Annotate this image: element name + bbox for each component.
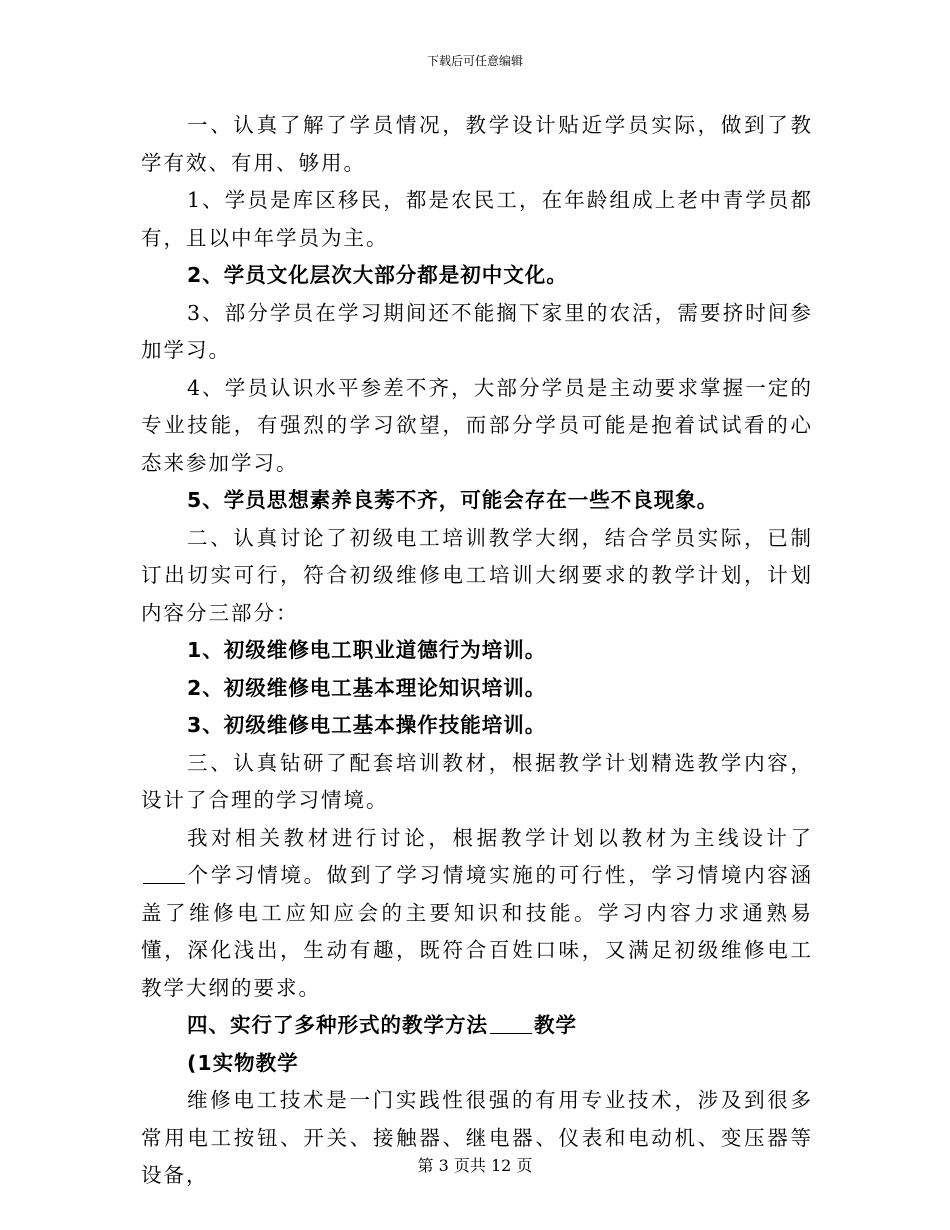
paragraph-electrician-technique: 维修电工技术是一门实践性很强的有用专业技术，涉及到很多常用电工按钮、开关、接触器、继电器、仪表和电动机、变压器等设备， (141, 1088, 813, 1187)
section-4-text-before: 四、实行了多种形式的教学方法 (187, 1013, 488, 1037)
fill-in-blank (143, 863, 185, 885)
page-header: 下载后可任意编辑 (426, 54, 523, 68)
paragraph-item-5: 5、学员思想素养良莠不齐，可能会存在一些不良现象。 (187, 488, 719, 512)
paragraph-section-1-heading: 一、认真了解了学员情况，教学设计贴近学员实际，做到了教学有效、有用、够用。 (141, 113, 813, 175)
paragraph-section-3-heading: 三、认真钻研了配套培训教材，根据教学计划精选教学内容，设计了合理的学习情境。 (141, 750, 813, 812)
fill-in-blank (490, 1013, 532, 1035)
paragraph-plan-part-2: 2、初级维修电工基本理论知识培训。 (187, 675, 547, 700)
learning-situations-text-before: 我对相关教材进行讨论，根据教学计划以教材为主线设计了 (187, 825, 813, 850)
paragraph-item-3: 3、部分学员在学习期间还不能搁下家里的农活，需要挤时间参加学习。 (141, 300, 813, 362)
paragraph-plan-part-3: 3、初级维修电工基本操作技能培训。 (187, 713, 547, 737)
paragraph-learning-situations (141, 820, 813, 1008)
paragraph-section-2-heading: 二、认真讨论了初级电工培训教学大纲，结合学员实际，已制订出切实可行，符合初级维修电工培训大纲要求的教学计划，计划内容分三部分： (141, 525, 813, 625)
paragraph-item-2: 2、学员文化层次大部分都是初中文化。 (187, 263, 568, 287)
paragraph-item-4: 4、学员认识水平参差不齐，大部分学员是主动要求掌握一定的专业技能，有强烈的学习欲望，而部分学员可能是抱着试试看的心态来参加学习。 (141, 375, 813, 475)
paragraph-section-4-heading (141, 1007, 813, 1045)
page-footer: 第 3 页共 12 页 (417, 1156, 533, 1175)
paragraph-item-1: 1、学员是库区移民，都是农民工，在年龄组成上老中青学员都有，且以中年学员为主。 (141, 188, 813, 250)
section-4-text-after: 教学 (534, 1013, 577, 1037)
document-body (141, 107, 813, 1195)
paragraph-subsection-1: (1实物教学 (187, 1050, 299, 1075)
paragraph-plan-part-1: 1、初级维修电工职业道德行为培训。 (187, 638, 547, 662)
learning-situations-text-after: 个学习情境。做到了学习情境实施的可行性，学习情境内容涵盖了维修电工应知应会的主要知识和技能。学习内容力求通熟易懂，深化浅出，生动有趣，既符合百姓口味，又满足初级维修电工教学大纲的要求。 (141, 863, 813, 1000)
